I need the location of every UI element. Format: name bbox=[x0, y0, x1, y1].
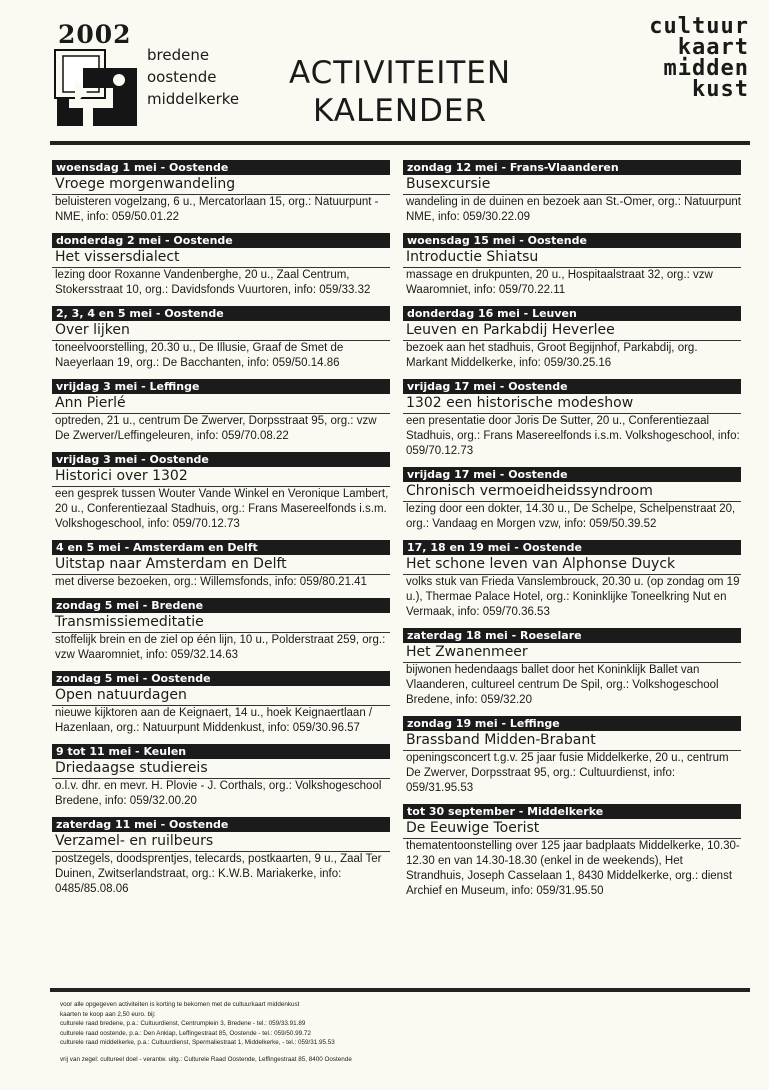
page-title bbox=[240, 54, 560, 130]
event-description: nieuwe kijktoren aan de Keignaert, 14 u., hoek Keignaertlaan / Hazenlaan, org.: Natuurpunt Middenkust, info: 059/30.96.57 bbox=[55, 707, 373, 734]
event-date-bar: vrijdag 17 mei - Oostende bbox=[403, 467, 741, 482]
event-description: bijwonen hedendaags ballet door het Koninklijk Ballet van Vlaanderen, cultureel centrum De Spil, org.: Volkshogeschool Bredene, info: 059/32.20 bbox=[406, 664, 719, 706]
header-divider bbox=[50, 141, 750, 145]
event-item bbox=[403, 804, 741, 899]
event-date-bar: donderdag 2 mei - Oostende bbox=[52, 233, 390, 248]
event-item bbox=[52, 540, 390, 590]
wordmark-line-3: midden bbox=[663, 56, 749, 81]
event-description: o.l.v. dhr. en mevr. H. Plovie - J. Corthals, org.: Volkshogeschool Bredene, info: 059/32.00.20 bbox=[55, 780, 382, 807]
event-title: Ann Pierlé bbox=[52, 394, 390, 414]
event-description: stoffelijk brein en de ziel op één lijn, 10 u., Polderstraat 259, org.: vzw Waaromniet, info: 059/32.14.63 bbox=[55, 634, 386, 661]
cultuurkaart-logo bbox=[53, 48, 139, 128]
event-description: volks stuk van Frieda Vanslembrouck, 20.30 u. (op zondag om 19 u.), Thermae Palace Hotel, org.: Koninklijke Toneelkring Nut en Vermaak, info: 059/70.36.53 bbox=[406, 576, 740, 618]
footer-line: voor alle opgegeven activiteiten is korting te bekomen met de cultuurkaart middenkust bbox=[60, 1001, 300, 1008]
event-item bbox=[52, 598, 390, 663]
event-title: Brassband Midden-Brabant bbox=[403, 731, 741, 751]
event-title: Chronisch vermoeidheidssyndroom bbox=[403, 482, 741, 502]
event-date-bar: zondag 5 mei - Oostende bbox=[52, 671, 390, 686]
event-item bbox=[52, 306, 390, 371]
event-title: Verzamel- en ruilbeurs bbox=[52, 832, 390, 852]
event-description: optreden, 21 u., centrum De Zwerver, Dorpsstraat 95, org.: vzw De Zwerver/Leffingeleuren, info: 059/70.08.22 bbox=[55, 415, 377, 442]
municipality-middelkerke: middelkerke bbox=[147, 90, 240, 108]
wordmark-line-1: cultuur bbox=[649, 14, 749, 39]
wordmark-line-4: kust bbox=[692, 77, 749, 102]
event-date-bar: zondag 12 mei - Frans-Vlaanderen bbox=[403, 160, 741, 175]
event-item bbox=[52, 744, 390, 809]
event-description: bezoek aan het stadhuis, Groot Begijnhof, Parkabdij, org. Markant Middelkerke, info: 059/30.25.16 bbox=[406, 342, 698, 369]
footer-line: culturele raad middelkerke, p.a.: Cultuurdienst, Spermaliestraat 1, Middelkerke, - tel.: 059/31.95.53 bbox=[60, 1039, 335, 1046]
event-date-bar: 4 en 5 mei - Amsterdam en Delft bbox=[52, 540, 390, 555]
events-column-right bbox=[403, 160, 741, 907]
event-date-bar: 17, 18 en 19 mei - Oostende bbox=[403, 540, 741, 555]
events-column-left bbox=[52, 160, 390, 905]
event-title: Transmissiemeditatie bbox=[52, 613, 390, 633]
event-date-bar: 9 tot 11 mei - Keulen bbox=[52, 744, 390, 759]
event-description: massage en drukpunten, 20 u., Hospitaalstraat 32, org.: vzw Waaromniet, info: 059/70.22.11 bbox=[406, 269, 713, 296]
event-item bbox=[403, 306, 741, 371]
event-date-bar: woensdag 1 mei - Oostende bbox=[52, 160, 390, 175]
event-title: Vroege morgenwandeling bbox=[52, 175, 390, 195]
event-title: Uitstap naar Amsterdam en Delft bbox=[52, 555, 390, 575]
event-date-bar: zaterdag 11 mei - Oostende bbox=[52, 817, 390, 832]
publisher-line: vrij van zegel: cultureel doel - verantw. uitg.: Culturele Raad Oostende, Leffingestraat 85, 8400 Oostende bbox=[60, 1055, 352, 1063]
event-item bbox=[52, 671, 390, 736]
wordmark-line-2: kaart bbox=[677, 35, 749, 60]
title-line-2: KALENDER bbox=[312, 93, 488, 129]
event-title: Het schone leven van Alphonse Duyck bbox=[403, 555, 741, 575]
event-description: postzegels, doodsprentjes, telecards, postkaarten, 9 u., Zaal Ter Duinen, Zwitserlandstraat, org.: K.W.B. Mariakerke, info: 0485/85.08.06 bbox=[55, 853, 382, 895]
event-description: lezing door Roxanne Vandenberghe, 20 u., Zaal Centrum, Stokersstraat 10, org.: Davidsfonds Vuurtoren, info: 059/33.32 bbox=[55, 269, 371, 296]
event-date-bar: woensdag 15 mei - Oostende bbox=[403, 233, 741, 248]
event-title: Over lijken bbox=[52, 321, 390, 341]
event-description: openingsconcert t.g.v. 25 jaar fusie Middelkerke, 20 u., centrum De Zwerver, Dorpsstraat 95, org.: Cultuurdienst, info: 059/31.95.53 bbox=[406, 752, 729, 794]
event-description: lezing door een dokter, 14.30 u., De Schelpe, Schelpenstraat 20, org.: Vandaag en Morgen vzw, info: 059/50.39.52 bbox=[406, 503, 736, 530]
event-title: Open natuurdagen bbox=[52, 686, 390, 706]
event-item bbox=[403, 233, 741, 298]
event-description: beluisteren vogelzang, 6 u., Mercatorlaan 15, org.: Natuurpunt - NME, info: 059/50.01.22 bbox=[55, 196, 379, 223]
event-date-bar: vrijdag 17 mei - Oostende bbox=[403, 379, 741, 394]
event-description: met diverse bezoeken, org.: Willemsfonds, info: 059/80.21.41 bbox=[55, 576, 367, 588]
event-item bbox=[403, 628, 741, 708]
footer-info bbox=[60, 1000, 720, 1064]
event-item bbox=[403, 160, 741, 225]
event-item bbox=[403, 540, 741, 620]
footer-divider bbox=[50, 988, 750, 992]
event-date-bar: zondag 19 mei - Leffinge bbox=[403, 716, 741, 731]
event-title: Introductie Shiatsu bbox=[403, 248, 741, 268]
event-description: een gesprek tussen Wouter Vande Winkel en Veronique Lambert, 20 u., Conferentiezaal Stadhuis, org.: Frans Masereelfonds i.s.m. Volkshogeschool, info: 059/70.12.73 bbox=[55, 488, 389, 530]
footer-line: kaarten te koop aan 2,50 euro. bij: bbox=[60, 1010, 156, 1018]
event-title: 1302 een historische modeshow bbox=[403, 394, 741, 414]
page-header bbox=[0, 0, 769, 150]
event-date-bar: zaterdag 18 mei - Roeselare bbox=[403, 628, 741, 643]
event-item bbox=[403, 716, 741, 796]
year-label: 2002 bbox=[58, 20, 132, 49]
event-description: thematentoonstelling over 125 jaar badplaats Middelkerke, 10.30-12.30 en van 14.30-18.30 (enkel in de weekends), Het Strandhuis, Joseph Casselaan 1, 8430 Middelkerke, org.: dienst Archief en Museum, info: 059/31.95.50 bbox=[406, 840, 740, 897]
cultuurkaart-wordmark bbox=[649, 16, 749, 100]
event-description: toneelvoorstelling, 20.30 u., De Illusie, Graaf de Smet de Naeyerlaan 19, org.: De Bacchanten, info: 059/50.14.86 bbox=[55, 342, 344, 369]
event-title: Het Zwanenmeer bbox=[403, 643, 741, 663]
event-item bbox=[52, 817, 390, 897]
event-item bbox=[52, 160, 390, 225]
event-title: De Eeuwige Toerist bbox=[403, 819, 741, 839]
event-item bbox=[52, 233, 390, 298]
event-date-bar: 2, 3, 4 en 5 mei - Oostende bbox=[52, 306, 390, 321]
event-date-bar: tot 30 september - Middelkerke bbox=[403, 804, 741, 819]
footer-line: culturele raad oostende, p.a.: Den Anklap, Leffingestraat 85, Oostende - tel.: 059/50.99.72 bbox=[60, 1029, 311, 1037]
municipality-bredene: bredene bbox=[147, 46, 210, 64]
event-title: Historici over 1302 bbox=[52, 467, 390, 487]
footer-line: culturele raad bredene, p.a.: Cultuurdienst, Centrumplein 3, Bredene - tel.: 059/33.91.89 bbox=[60, 1020, 306, 1027]
municipality-oostende: oostende bbox=[147, 68, 217, 86]
event-item bbox=[52, 452, 390, 532]
event-title: Het vissersdialect bbox=[52, 248, 390, 268]
event-title: Driedaagse studiereis bbox=[52, 759, 390, 779]
title-line-1: ACTIVITEITEN bbox=[288, 55, 512, 91]
event-item bbox=[52, 379, 390, 444]
event-item bbox=[403, 379, 741, 459]
event-date-bar: vrijdag 3 mei - Leffinge bbox=[52, 379, 390, 394]
event-item bbox=[403, 467, 741, 532]
event-date-bar: vrijdag 3 mei - Oostende bbox=[52, 452, 390, 467]
municipalities-list bbox=[147, 44, 239, 110]
event-title: Busexcursie bbox=[403, 175, 741, 195]
event-date-bar: donderdag 16 mei - Leuven bbox=[403, 306, 741, 321]
event-title: Leuven en Parkabdij Heverlee bbox=[403, 321, 741, 341]
event-description: wandeling in de duinen en bezoek aan St.-Omer, org.: Natuurpunt NME, info: 059/30.22.09 bbox=[406, 196, 741, 223]
event-date-bar: zondag 5 mei - Bredene bbox=[52, 598, 390, 613]
event-description: een presentatie door Joris De Sutter, 20 u., Conferentiezaal Stadhuis, org.: Frans Masereelfonds i.s.m. Volkshogeschool, info: 059/70.12.73 bbox=[406, 415, 740, 457]
